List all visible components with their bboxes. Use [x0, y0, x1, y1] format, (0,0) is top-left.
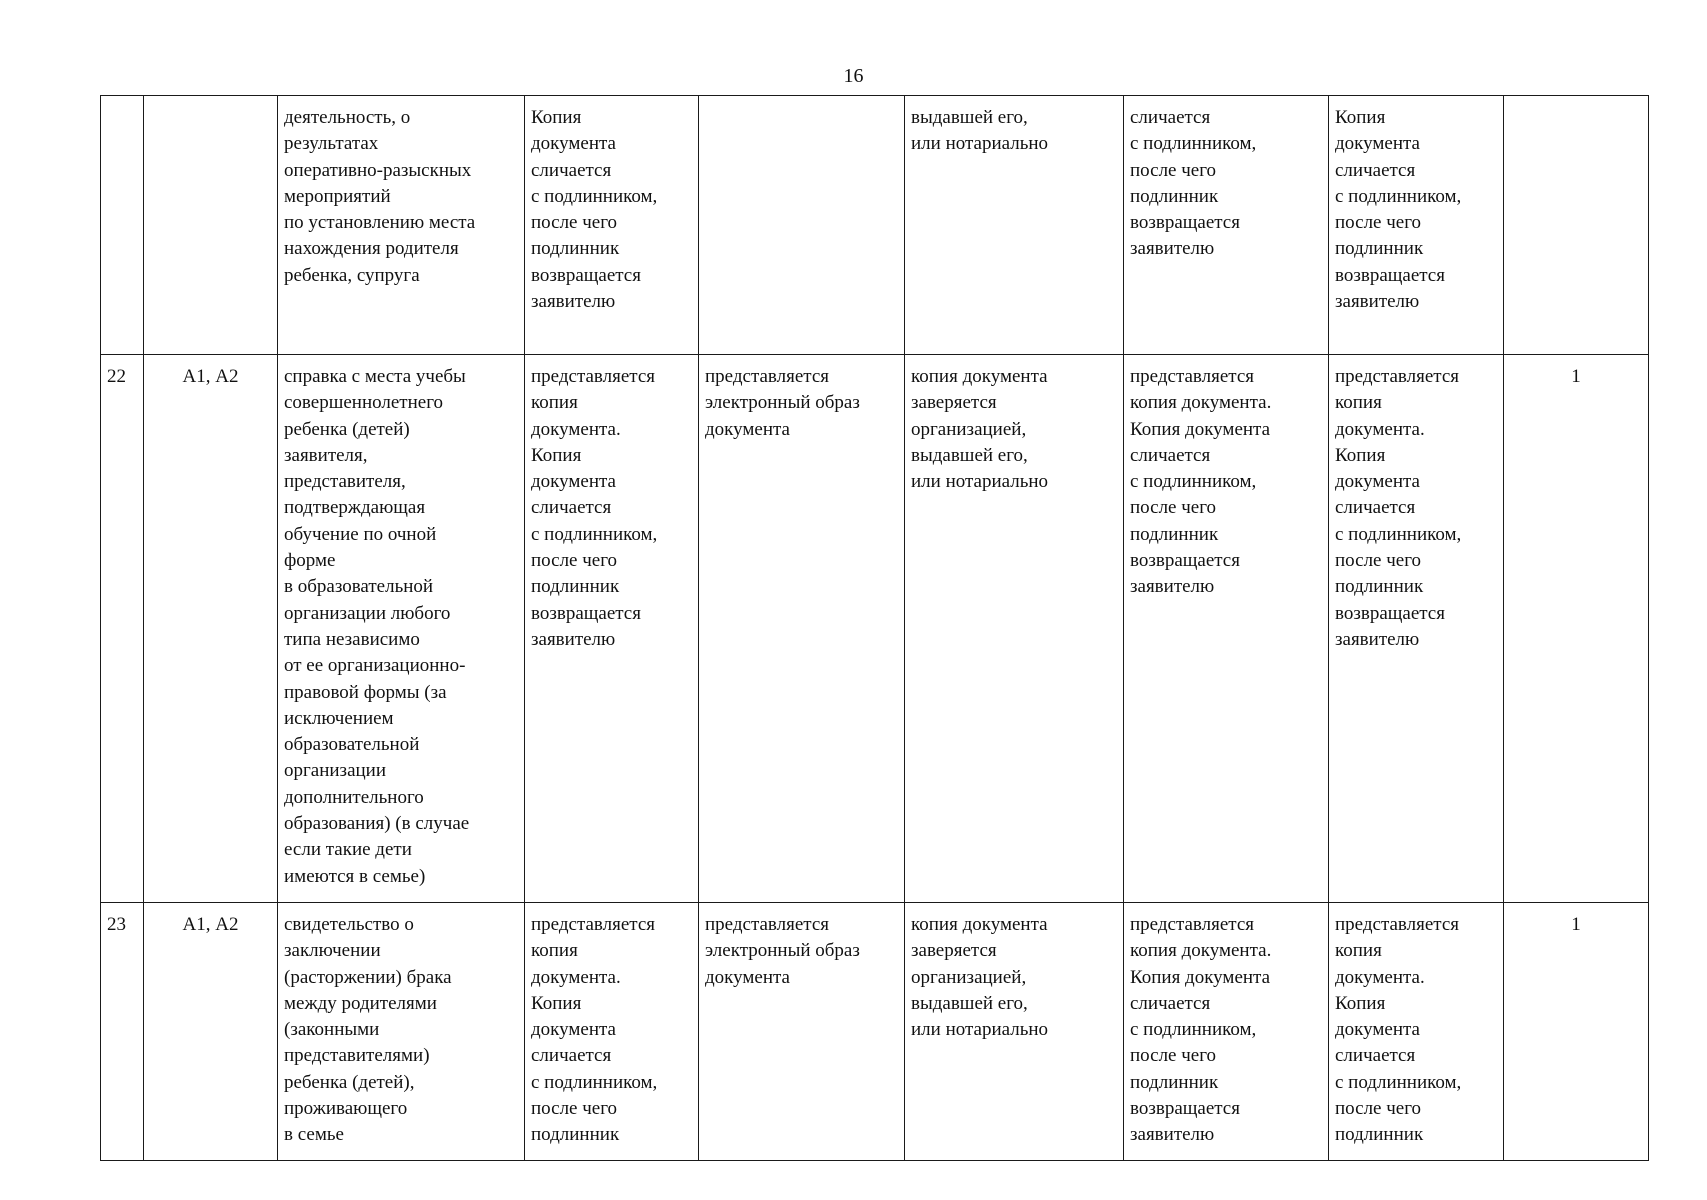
copies-count: 1: [1504, 355, 1649, 903]
electronic-submission-cell: представляется электронный образ документа: [699, 903, 905, 1161]
personal-submission-cell: представляется копия документа. Копия документа сличается с подлинником, после чего подлинник: [525, 903, 699, 1161]
applicant-category: А1, А2: [144, 903, 278, 1161]
row-number: [101, 96, 144, 355]
table-row-22: [101, 355, 1649, 903]
row-number: 22: [101, 355, 144, 903]
mfc-submission-cell: сличается с подлинником, после чего подлинник возвращается заявителю: [1124, 96, 1329, 355]
row-number: 23: [101, 903, 144, 1161]
personal-submission-cell: Копия документа сличается с подлинником, после чего подлинник возвращается заявителю: [525, 96, 699, 355]
mail-submission-cell: копия документа заверяется организацией, выдавшей его, или нотариально: [905, 355, 1124, 903]
mfc-submission-cell: представляется копия документа. Копия документа сличается с подлинником, после чего подлинник возвращается заявителю: [1124, 903, 1329, 1161]
document-name: свидетельство о заключении (расторжении) брака между родителями (законными представителями) ребенка (детей), проживающего в семье: [278, 903, 525, 1161]
table-row-continued: [101, 96, 1649, 355]
document-name: справка с места учебы совершеннолетнего ребенка (детей) заявителя, представителя, подтверждающая обучение по очной форме в образовательной организации любого типа независимо от ее организационно- правовой формы (за исключением образовательной организации дополнительного образования) (в случае если такие дети имеются в семье): [278, 355, 525, 903]
other-submission-cell: представляется копия документа. Копия документа сличается с подлинником, после чего подлинник возвращается заявителю: [1329, 355, 1504, 903]
applicant-category: А1, А2: [144, 355, 278, 903]
other-submission-cell: Копия документа сличается с подлинником, после чего подлинник возвращается заявителю: [1329, 96, 1504, 355]
table-row-23: [101, 903, 1649, 1161]
document-name: деятельность, о результатах оперативно-разыскных мероприятий по установлению места нахождения родителя ребенка, супруга: [278, 96, 525, 355]
page-number: 16: [843, 65, 864, 87]
electronic-submission-cell: [699, 96, 905, 355]
mail-submission-cell: выдавшей его, или нотариально: [905, 96, 1124, 355]
applicant-category: [144, 96, 278, 355]
copies-count: [1504, 96, 1649, 355]
mfc-submission-cell: представляется копия документа. Копия документа сличается с подлинником, после чего подлинник возвращается заявителю: [1124, 355, 1329, 903]
other-submission-cell: представляется копия документа. Копия документа сличается с подлинником, после чего подлинник: [1329, 903, 1504, 1161]
electronic-submission-cell: представляется электронный образ документа: [699, 355, 905, 903]
mail-submission-cell: копия документа заверяется организацией, выдавшей его, или нотариально: [905, 903, 1124, 1161]
documents-table: [100, 95, 1649, 1161]
personal-submission-cell: представляется копия документа. Копия документа сличается с подлинником, после чего подлинник возвращается заявителю: [525, 355, 699, 903]
copies-count: 1: [1504, 903, 1649, 1161]
